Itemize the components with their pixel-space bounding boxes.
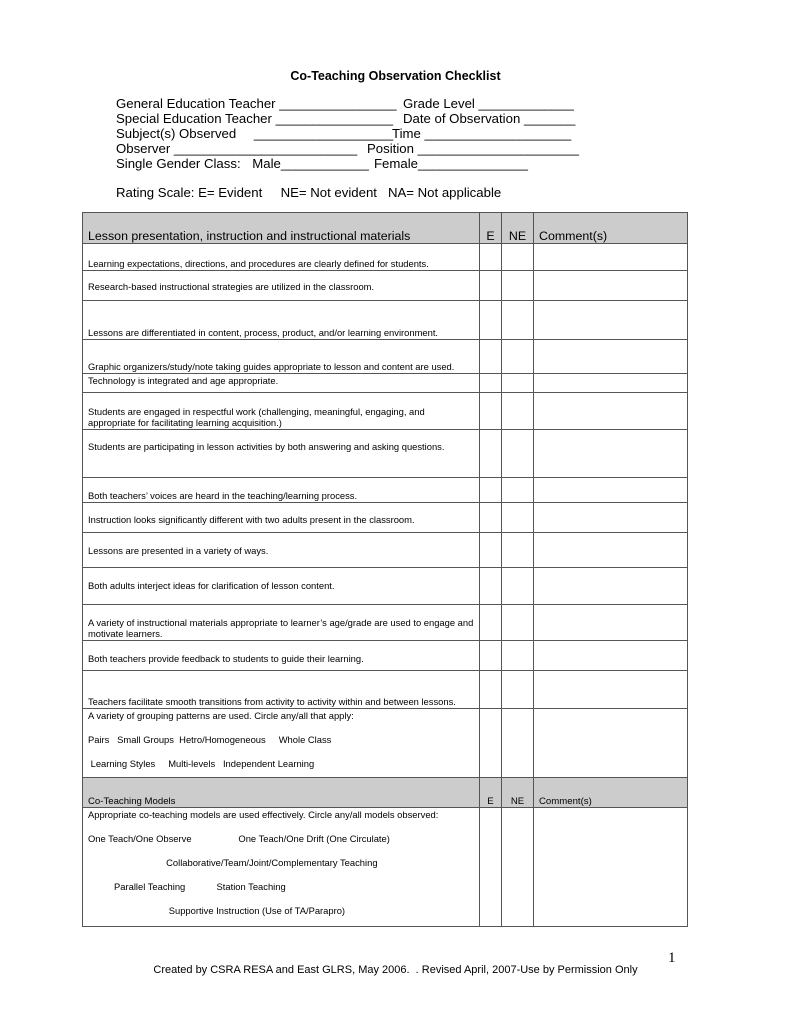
field-label: Special Education Teacher bbox=[116, 111, 272, 126]
models-prompt: Appropriate co-teaching models are used effectively. Circle any/all models observed: bbox=[88, 809, 439, 820]
e-cell[interactable] bbox=[480, 340, 502, 374]
e-cell[interactable] bbox=[480, 301, 502, 340]
table-row bbox=[83, 478, 688, 503]
table-row bbox=[83, 430, 688, 478]
ne-cell[interactable] bbox=[502, 340, 534, 374]
item-label: Students are engaged in respectful work (challenging, meaningful, engaging, and appropriate for facilitating learning acquisition.) bbox=[83, 393, 480, 430]
comment-cell[interactable] bbox=[534, 671, 688, 709]
e-cell[interactable] bbox=[480, 641, 502, 671]
item-label: Research-based instructional strategies are utilized in the classroom. bbox=[83, 271, 480, 301]
comment-cell[interactable] bbox=[534, 568, 688, 605]
table-row bbox=[83, 271, 688, 301]
item-label: Lessons are differentiated in content, process, product, and/or learning environment. bbox=[83, 301, 480, 340]
observer-blank[interactable]: _________________________ bbox=[173, 141, 358, 156]
female-blank[interactable]: _______________ bbox=[417, 156, 528, 171]
item-label: Both teachers provide feedback to students to guide their learning. bbox=[83, 641, 480, 671]
item-label: Students are participating in lesson activities by both answering and asking questions. bbox=[83, 430, 480, 478]
grouping-options-line2[interactable]: Learning Styles Multi-levels Independent Learning bbox=[88, 758, 315, 769]
field-time bbox=[392, 126, 571, 141]
table-row bbox=[83, 671, 688, 709]
item-label: Both adults interject ideas for clarification of lesson content. bbox=[83, 568, 480, 605]
comment-cell[interactable] bbox=[534, 605, 688, 641]
table-row bbox=[83, 301, 688, 340]
table-row bbox=[83, 340, 688, 374]
table-row-grouping bbox=[83, 709, 688, 778]
col-ne-header: NE bbox=[502, 778, 534, 808]
document-title: Co-Teaching Observation Checklist bbox=[290, 69, 501, 83]
field-label: Time bbox=[392, 126, 421, 141]
ne-cell[interactable] bbox=[502, 671, 534, 709]
comment-cell[interactable] bbox=[534, 503, 688, 533]
col-comments-header: Comment(s) bbox=[534, 213, 688, 244]
field-special-ed-teacher bbox=[116, 111, 393, 126]
table-row bbox=[83, 503, 688, 533]
ne-cell[interactable] bbox=[502, 503, 534, 533]
e-cell[interactable] bbox=[480, 393, 502, 430]
ne-cell[interactable] bbox=[502, 533, 534, 568]
special-ed-teacher-blank[interactable]: ________________ bbox=[275, 111, 393, 126]
table-row bbox=[83, 244, 688, 271]
item-label: Technology is integrated and age appropriate. bbox=[83, 374, 480, 393]
comment-cell[interactable] bbox=[534, 808, 688, 927]
item-label: Graphic organizers/study/note taking guides appropriate to lesson and content are used. bbox=[83, 340, 480, 374]
e-cell[interactable] bbox=[480, 709, 502, 778]
field-label: General Education Teacher bbox=[116, 96, 276, 111]
field-general-ed-teacher bbox=[116, 96, 397, 111]
e-cell[interactable] bbox=[480, 671, 502, 709]
e-cell[interactable] bbox=[480, 605, 502, 641]
rating-scale: Rating Scale: E= Evident NE= Not evident NA= Not applicable bbox=[116, 185, 502, 200]
field-label: Observer bbox=[116, 141, 171, 156]
subjects-observed-blank[interactable]: ___________________ bbox=[253, 126, 394, 141]
ne-cell[interactable] bbox=[502, 709, 534, 778]
position-blank[interactable]: ______________________ bbox=[417, 141, 579, 156]
table-row bbox=[83, 374, 688, 393]
item-label: Learning expectations, directions, and procedures are clearly defined for students. bbox=[83, 244, 480, 271]
e-cell[interactable] bbox=[480, 244, 502, 271]
table-row bbox=[83, 533, 688, 568]
comment-cell[interactable] bbox=[534, 430, 688, 478]
e-cell[interactable] bbox=[480, 503, 502, 533]
models-cell bbox=[83, 808, 480, 927]
grouping-options-line1[interactable]: Pairs Small Groups Hetro/Homogeneous Whole Class bbox=[88, 734, 332, 745]
item-label: Instruction looks significantly different with two adults present in the classroom. bbox=[83, 503, 480, 533]
ne-cell[interactable] bbox=[502, 478, 534, 503]
field-label: Single Gender Class: bbox=[116, 156, 241, 171]
time-blank[interactable]: ____________________ bbox=[424, 126, 572, 141]
comment-cell[interactable] bbox=[534, 641, 688, 671]
item-label: Teachers facilitate smooth transitions from activity to activity within and between lessons. bbox=[83, 671, 480, 709]
comment-cell[interactable] bbox=[534, 244, 688, 271]
models-line1[interactable]: One Teach/One Observe One Teach/One Drift (One Circulate) bbox=[88, 833, 390, 844]
col-e-header: E bbox=[480, 213, 502, 244]
field-label: Subject(s) Observed bbox=[116, 126, 237, 141]
comment-cell[interactable] bbox=[534, 393, 688, 430]
item-label: Lessons are presented in a variety of ways. bbox=[83, 533, 480, 568]
ne-cell[interactable] bbox=[502, 301, 534, 340]
field-label: Female bbox=[374, 156, 418, 171]
e-cell[interactable] bbox=[480, 478, 502, 503]
comment-cell[interactable] bbox=[534, 533, 688, 568]
grouping-prompt: A variety of grouping patterns are used. Circle any/all that apply: bbox=[88, 710, 354, 721]
field-single-gender-class bbox=[116, 156, 369, 171]
field-label: Grade Level bbox=[403, 96, 475, 111]
e-cell[interactable] bbox=[480, 430, 502, 478]
ne-cell[interactable] bbox=[502, 374, 534, 393]
table-row bbox=[83, 568, 688, 605]
item-label: Both teachers’ voices are heard in the teaching/learning process. bbox=[83, 478, 480, 503]
male-blank[interactable]: Male____________ bbox=[252, 156, 369, 171]
ne-cell[interactable] bbox=[502, 271, 534, 301]
col-e-header: E bbox=[480, 778, 502, 808]
field-subjects-observed bbox=[116, 126, 393, 141]
general-ed-teacher-blank[interactable]: ________________ bbox=[279, 96, 397, 111]
section-header-lesson bbox=[83, 213, 688, 244]
table-row bbox=[83, 605, 688, 641]
ne-cell[interactable] bbox=[502, 641, 534, 671]
grade-level-blank[interactable]: _____________ bbox=[478, 96, 574, 111]
e-cell[interactable] bbox=[480, 271, 502, 301]
comment-cell[interactable] bbox=[534, 271, 688, 301]
field-observer bbox=[116, 141, 357, 156]
field-female bbox=[374, 156, 528, 171]
e-cell[interactable] bbox=[480, 808, 502, 927]
e-cell[interactable] bbox=[480, 374, 502, 393]
ne-cell[interactable] bbox=[502, 430, 534, 478]
section-heading: Co-Teaching Models bbox=[83, 778, 480, 808]
field-label: Position bbox=[367, 141, 414, 156]
col-ne-header: NE bbox=[502, 213, 534, 244]
date-of-observation-blank[interactable]: _______ bbox=[523, 111, 576, 126]
table-row bbox=[83, 641, 688, 671]
ne-cell[interactable] bbox=[502, 568, 534, 605]
section-header-co-teaching bbox=[83, 778, 688, 808]
comment-cell[interactable] bbox=[534, 478, 688, 503]
comment-cell[interactable] bbox=[534, 340, 688, 374]
comment-cell[interactable] bbox=[534, 374, 688, 393]
field-label: Date of Observation bbox=[403, 111, 521, 126]
field-date-of-observation bbox=[403, 111, 575, 126]
col-comments-header: Comment(s) bbox=[534, 778, 688, 808]
page-number: 1 bbox=[668, 950, 676, 966]
section-heading: Lesson presentation, instruction and instructional materials bbox=[83, 213, 480, 244]
item-label: A variety of instructional materials appropriate to learner’s age/grade are used to engage and motivate learners. bbox=[83, 605, 480, 641]
comment-cell[interactable] bbox=[534, 301, 688, 340]
models-line2[interactable]: Collaborative/Team/Joint/Complementary Teaching bbox=[88, 857, 378, 868]
ne-cell[interactable] bbox=[502, 393, 534, 430]
models-line3[interactable]: Parallel Teaching Station Teaching bbox=[88, 881, 286, 892]
comment-cell[interactable] bbox=[534, 709, 688, 778]
ne-cell[interactable] bbox=[502, 244, 534, 271]
table-row-models bbox=[83, 808, 688, 927]
observation-checklist-table bbox=[82, 212, 688, 927]
ne-cell[interactable] bbox=[502, 808, 534, 927]
field-position bbox=[367, 141, 579, 156]
e-cell[interactable] bbox=[480, 533, 502, 568]
grouping-cell bbox=[83, 709, 480, 778]
ne-cell[interactable] bbox=[502, 605, 534, 641]
models-line4[interactable]: Supportive Instruction (Use of TA/Parapro) bbox=[88, 905, 346, 916]
footer-credit: Created by CSRA RESA and East GLRS, May 2006. . Revised April, 2007-Use by Permission Only bbox=[153, 964, 638, 976]
table-row bbox=[83, 393, 688, 430]
e-cell[interactable] bbox=[480, 568, 502, 605]
field-grade-level bbox=[403, 96, 574, 111]
